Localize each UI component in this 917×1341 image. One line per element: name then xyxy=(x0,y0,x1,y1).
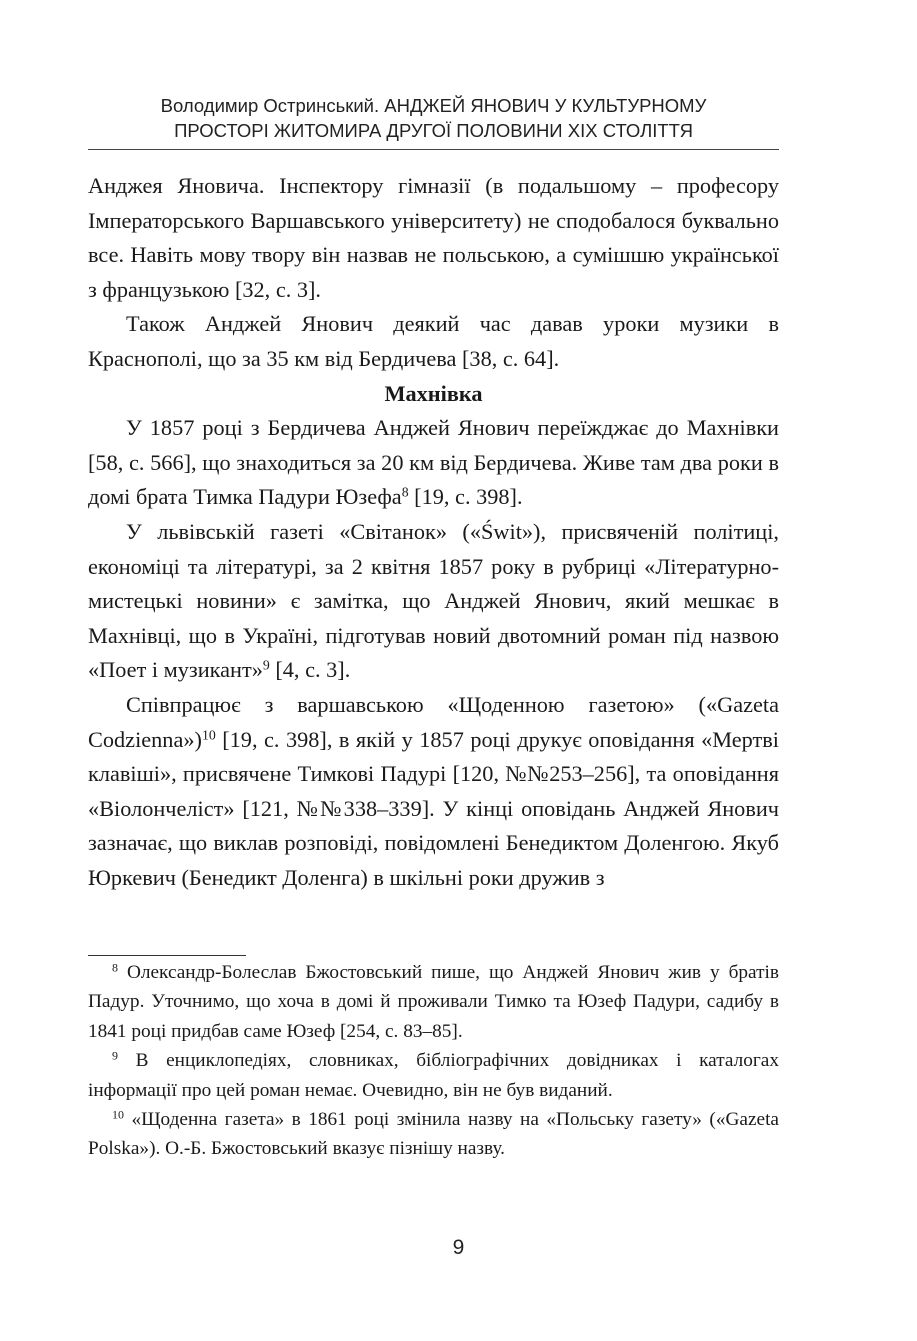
header-rule xyxy=(88,149,779,150)
footnote-10 xyxy=(88,1105,779,1164)
paragraph-2: Також Анджей Янович деякий час давав уроки музики в Краснополі, що за 35 км від Бердичева [38, с. 64]. xyxy=(88,311,779,371)
running-header xyxy=(88,93,779,143)
footnote-8 xyxy=(88,958,779,1046)
footnote-9 xyxy=(88,1046,779,1105)
footnote-ref-9[interactable]: 9 xyxy=(262,657,270,673)
paragraph-3-text-a: У 1857 році з Бердичева Анджей Янович переїжджає до Махнівки [58, с. 566], що знаходиться за 20 км від Бердичева. Живе там два роки в домі брата Тимка Падури Юзефа xyxy=(88,415,779,510)
footnote-ref-8[interactable]: 8 xyxy=(401,484,409,500)
footnote-8-text: Олександр-Болеслав Бжостовський пише, що Анджей Янович жив у братів Падур. Уточнимо, що хоча в домі й проживали Тимко та Юзеф Падури, садибу в 1841 році придбав саме Юзеф [254, с. 83–85]. xyxy=(88,962,779,1042)
footnote-9-text: В енциклопедіях, словниках, бібліографічних довідниках і каталогах інформації про цей роман немає. Очевидно, він не був виданий. xyxy=(88,1050,779,1101)
footnote-separator xyxy=(88,955,246,956)
section-heading: Махнівка xyxy=(384,380,483,406)
main-text xyxy=(88,169,779,895)
paragraph-5-text-b: [19, с. 398], в якій у 1857 році друкує оповідання «Мертві клавіші», присвячене Тимкові Падурі [120, №№253–256], та оповідання «Віолончеліст» [121, №№338–339]. У кінці оповідань Анджей Янович зазначає, що виклав розповіді, повідомлені Бенедиктом Доленгою. Якуб Юркевич (Бенедикт Доленга) в шкільні роки дружив з xyxy=(88,726,779,890)
footnote-10-text: «Щоденна газета» в 1861 році змінила назву на «Польську газету» («Gazeta Polska»). О.-Б. Бжостовський вказує пізнішу назву. xyxy=(88,1109,779,1160)
paragraph-4 xyxy=(88,515,779,688)
paragraph-5 xyxy=(88,688,779,896)
paragraph-3-text-b: [19, с. 398]. xyxy=(408,484,523,510)
footnote-9-number: 9 xyxy=(112,1048,118,1063)
paragraph-4-text-b: [4, с. 3]. xyxy=(269,657,351,683)
footnote-ref-10[interactable]: 10 xyxy=(201,726,216,742)
paragraph-3 xyxy=(88,411,779,515)
running-header-line-2: ПРОСТОРІ ЖИТОМИРА ДРУГОЇ ПОЛОВИНИ ХІХ СТОЛІТТЯ xyxy=(174,120,693,141)
paragraph-5-text-a: Співпрацює з варшавською «Щоденною газетою» («Gazeta Codzienna») xyxy=(88,691,779,752)
paragraph-4-text-a: У львівській газеті «Світанок» («Świt»), присвяченій політиці, економіці та літературі, за 2 квітня 1857 року в рубриці «Літературно-мистецькі новини» є замітка, що Анджей Янович, який мешкає в Махнівці, що в Україні, підготував новий двотомний роман під назвою «Поет і музикант» xyxy=(88,518,779,683)
footnotes xyxy=(88,958,779,1164)
footnote-10-number: 10 xyxy=(112,1107,124,1122)
page-number: 9 xyxy=(452,1236,465,1259)
paragraph-1: Анджея Яновича. Інспектору гімназії (в подальшому – професору Імператорського Варшавського університету) не сподобалося буквально все. Навіть мову твору він назвав не польською, а сумішшю української з французькою [32, с. 3]. xyxy=(88,173,779,302)
running-header-line-1: Володимир Остринський. АНДЖЕЙ ЯНОВИЧ У КУЛЬТУРНОМУ xyxy=(160,95,707,116)
footnote-8-number: 8 xyxy=(112,960,118,975)
